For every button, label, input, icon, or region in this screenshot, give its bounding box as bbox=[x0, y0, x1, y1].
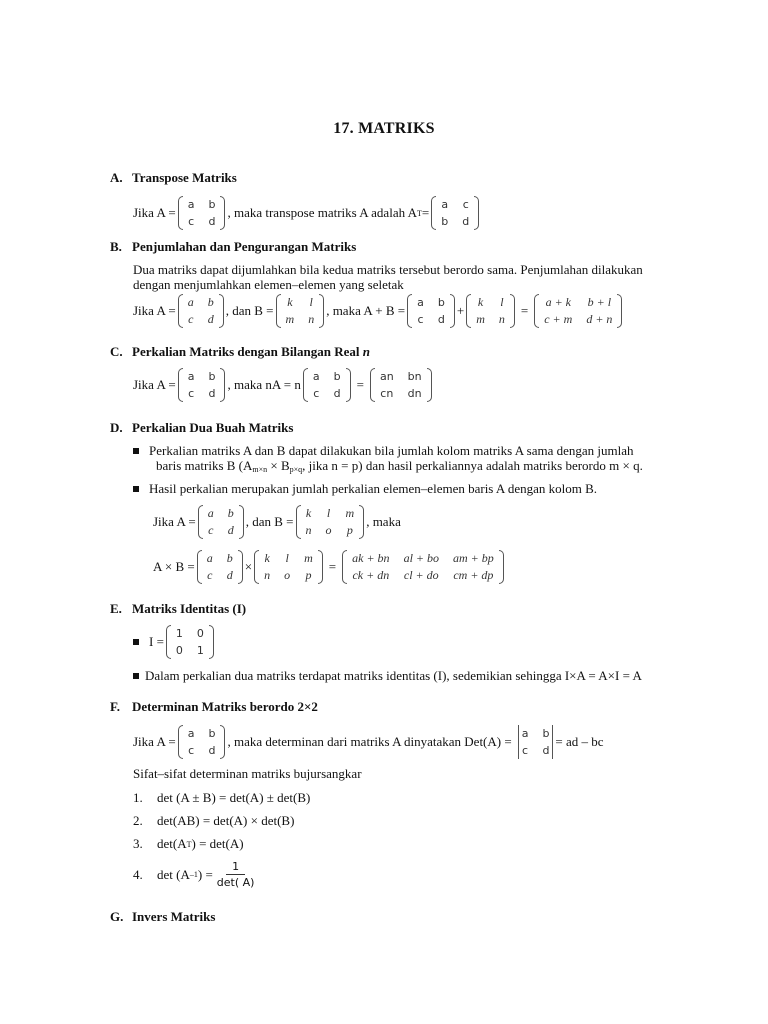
matrix-cell: 0 bbox=[175, 644, 183, 657]
section-d-bullet-2: Hasil perkalian merupakan jumlah perkalian elemen–elemen baris A dengan kolom B. bbox=[133, 481, 597, 497]
matrix-grid bbox=[539, 294, 617, 328]
matrix-cell: a bbox=[187, 370, 195, 383]
matrix-cell: n bbox=[264, 568, 271, 582]
bullet-icon bbox=[133, 486, 139, 492]
matrix-identity bbox=[166, 625, 214, 659]
matrix-cell: k bbox=[477, 295, 484, 309]
matrix-cell: cm + dp bbox=[453, 568, 494, 582]
matrix-cell: c bbox=[188, 387, 195, 400]
matrix-cell: m bbox=[476, 312, 485, 326]
matrix-grid bbox=[183, 294, 219, 328]
matrix-sum bbox=[534, 294, 622, 328]
matrix-cell: b bbox=[227, 506, 234, 520]
matrix-cell: p bbox=[346, 523, 353, 537]
matrix-cell: b bbox=[441, 215, 449, 228]
matrix-cell: a bbox=[187, 727, 195, 740]
matrix-cell: d bbox=[207, 312, 214, 326]
matrix-cell: cl + do bbox=[403, 568, 439, 582]
matrix-bracket bbox=[220, 725, 225, 759]
matrix-cell: ak + bn bbox=[352, 551, 390, 565]
matrix-a bbox=[178, 725, 226, 759]
section-g-heading: G. Invers Matriks bbox=[110, 909, 216, 924]
determinant-a bbox=[518, 725, 554, 759]
matrix-cell: k bbox=[305, 506, 312, 520]
matrix-cell: a bbox=[417, 296, 424, 309]
matrix-cell: m bbox=[345, 506, 355, 520]
section-d-product-line: A × B = a b c d × k l m n o p = ak + bn al + bo am + bp ck + dn cl + do cm + dp bbox=[153, 550, 506, 584]
matrix-cell: n bbox=[305, 523, 312, 537]
matrix-cell: b bbox=[208, 370, 216, 383]
property-item-1: 1. det (A ± B) = det(A) ± det(B) bbox=[133, 790, 311, 805]
matrix-grid bbox=[183, 725, 221, 759]
matrix-bracket bbox=[474, 196, 479, 230]
bullet-icon bbox=[133, 673, 139, 679]
matrix-cell: n bbox=[308, 312, 315, 326]
bullet-icon bbox=[133, 639, 139, 645]
matrix-cell: k bbox=[287, 295, 293, 309]
matrix-grid bbox=[308, 368, 346, 402]
matrix-grid bbox=[519, 725, 553, 759]
matrix-cell: a bbox=[441, 198, 449, 211]
matrix-cell: l bbox=[500, 295, 504, 309]
matrix-grid bbox=[412, 294, 450, 328]
matrix-a-copy bbox=[197, 550, 243, 584]
matrix-bracket bbox=[319, 294, 324, 328]
matrix-cell: b + l bbox=[587, 295, 612, 309]
matrix-bracket bbox=[510, 294, 515, 328]
matrix-cell: c bbox=[522, 744, 529, 757]
matrix-a-transpose bbox=[431, 196, 479, 230]
matrix-cell: c bbox=[188, 312, 194, 326]
section-d-heading: D. Perkalian Dua Buah Matriks bbox=[110, 420, 294, 435]
matrix-cell: c bbox=[188, 744, 195, 757]
matrix-grid bbox=[203, 505, 239, 539]
matrix-bracket bbox=[427, 368, 432, 402]
matrix-cell: b bbox=[208, 198, 216, 211]
matrix-cell: o bbox=[284, 568, 291, 582]
bullet-icon bbox=[133, 448, 139, 454]
matrix-grid bbox=[183, 196, 221, 230]
section-e-heading: E. Matriks Identitas (I) bbox=[110, 601, 247, 616]
matrix-cell: a bbox=[187, 295, 194, 309]
inline-text: C. bbox=[110, 344, 123, 359]
matrix-bracket bbox=[239, 505, 244, 539]
matrix-cell: c bbox=[417, 313, 424, 326]
matrix-bracket bbox=[617, 294, 622, 328]
section-b-heading: B. Penjumlahan dan Pengurangan Matriks bbox=[110, 239, 357, 254]
matrix-grid bbox=[301, 505, 360, 539]
matrix-cell: d bbox=[462, 215, 470, 228]
page-title: 17. MATRIKS bbox=[333, 120, 435, 137]
matrix-cell: d bbox=[208, 387, 216, 400]
matrix-b-copy bbox=[254, 550, 323, 584]
matrix-cell: b bbox=[542, 727, 550, 740]
matrix-bracket bbox=[238, 550, 243, 584]
inline-text: G. bbox=[110, 909, 124, 924]
matrix-cell: o bbox=[325, 523, 332, 537]
matrix-bracket bbox=[209, 625, 214, 659]
matrix-cell: c bbox=[313, 387, 320, 400]
section-d-definition-line: Jika A = a b c d , dan B = k l m n o p , maka bbox=[153, 506, 401, 537]
matrix-grid bbox=[183, 368, 221, 402]
section-d-bullet-1-line-2: baris matriks B ($A_{m\times n} \times B_{p\times q}$, jika n = p) dan hasil perkaliannya adalah matriks berordo m × q. bbox=[156, 458, 643, 474]
inline-text: D. bbox=[110, 420, 123, 435]
matrix-cell: p bbox=[305, 568, 312, 582]
matrix-cell: d bbox=[226, 568, 233, 582]
section-c-scalar-line: Jika A = a b c d , maka nA = n a b c d = an bn cn dn bbox=[133, 368, 434, 402]
inline-text: A. bbox=[110, 170, 123, 185]
matrix-grid bbox=[375, 368, 427, 402]
matrix-cell: k bbox=[264, 551, 270, 565]
property-item-3: 3. det(A T ) = det(A) bbox=[133, 836, 244, 851]
matrix-a-copy bbox=[303, 368, 351, 402]
section-c-heading: C. Perkalian Matriks dengan Bilangan Real n bbox=[110, 344, 371, 359]
matrix-cell: dn bbox=[407, 387, 422, 400]
matrix-cell: a bbox=[187, 198, 195, 211]
matrix-cell: b bbox=[207, 295, 214, 309]
matrix-grid bbox=[281, 294, 320, 328]
matrix-cell: c + m bbox=[544, 312, 573, 326]
matrix-cell: 0 bbox=[196, 627, 204, 640]
inline-text: B. bbox=[110, 239, 122, 254]
matrix-cell: d bbox=[227, 523, 234, 537]
matrix-cell: a bbox=[206, 551, 213, 565]
section-f-properties-intro: Sifat–sifat determinan matriks bujursangkar bbox=[133, 766, 362, 781]
matrix-cell: n bbox=[498, 312, 505, 326]
section-b-paragraph-line-2: dengan menjumlahkan elemen–elemen yang seletak bbox=[133, 277, 404, 292]
matrix-na bbox=[370, 368, 432, 402]
matrix-cell: c bbox=[188, 215, 195, 228]
section-a-heading: A. Transpose Matriks bbox=[110, 170, 237, 185]
matrix-cell: bn bbox=[407, 370, 422, 383]
matrix-cell: d bbox=[208, 744, 216, 757]
section-e-identity-line: I = 1 0 0 1 bbox=[133, 625, 216, 659]
matrix-cell: m bbox=[285, 312, 295, 326]
matrix-cell: d bbox=[208, 215, 216, 228]
matrix-bracket bbox=[359, 505, 364, 539]
matrix-cell: l bbox=[285, 551, 289, 565]
matrix-cell: m bbox=[304, 551, 313, 565]
matrix-cell: d bbox=[333, 387, 341, 400]
section-f-heading: F. Determinan Matriks berordo 2×2 bbox=[110, 699, 318, 714]
matrix-product bbox=[342, 550, 504, 584]
matrix-cell: c bbox=[207, 568, 213, 582]
matrix-cell: b bbox=[437, 296, 445, 309]
matrix-cell: b bbox=[333, 370, 341, 383]
matrix-a bbox=[198, 505, 244, 539]
inline-text: T bbox=[417, 208, 422, 218]
matrix-a bbox=[178, 294, 224, 328]
matrix-b-2x3 bbox=[296, 505, 365, 539]
matrix-cell: an bbox=[379, 370, 394, 383]
matrix-cell: 1 bbox=[175, 627, 183, 640]
property-item-2: 2. det(AB) = det(A) × det(B) bbox=[133, 813, 295, 828]
matrix-bracket bbox=[346, 368, 351, 402]
matrix-cell: al + bo bbox=[403, 551, 439, 565]
inline-text: m×n bbox=[252, 465, 268, 474]
matrix-cell: a bbox=[312, 370, 320, 383]
matrix-cell: am + bp bbox=[453, 551, 494, 565]
matrix-cell: 1 bbox=[196, 644, 204, 657]
property-item-4: 4. det (A –1 ) = $\frac{1}{\det( A)}$ bbox=[133, 860, 255, 889]
matrix-cell: b bbox=[226, 551, 233, 565]
fraction: $\frac{1}{\det( A)}$ bbox=[216, 860, 255, 889]
matrix-grid bbox=[171, 625, 209, 659]
inline-text: F. bbox=[110, 699, 120, 714]
matrix-cell: d bbox=[542, 744, 550, 757]
matrix-cell: c bbox=[208, 523, 214, 537]
inline-text: p×q bbox=[289, 465, 303, 474]
matrix-bracket bbox=[318, 550, 323, 584]
inline-text: T bbox=[186, 839, 192, 849]
matrix-cell: b bbox=[208, 727, 216, 740]
matrix-bracket bbox=[219, 294, 224, 328]
matrix-grid bbox=[259, 550, 318, 584]
inline-text: –1 bbox=[189, 870, 198, 879]
matrix-b-copy bbox=[466, 294, 515, 328]
matrix-bracket bbox=[220, 368, 225, 402]
matrix-cell: d bbox=[437, 313, 445, 326]
matrix-bracket bbox=[220, 196, 225, 230]
matrix-a bbox=[178, 196, 226, 230]
matrix-grid bbox=[436, 196, 474, 230]
matrix-cell: d + n bbox=[586, 312, 613, 326]
matrix-cell: cn bbox=[380, 387, 394, 400]
matrix-cell: a bbox=[207, 506, 214, 520]
matrix-a-copy bbox=[407, 294, 455, 328]
section-b-paragraph-line-1: Dua matriks dapat dijumlahkan bila kedua matriks tersebut berordo sama. Penjumlahan dilakukan bbox=[133, 262, 643, 277]
matrix-grid bbox=[202, 550, 238, 584]
matrix-b bbox=[276, 294, 325, 328]
section-e-bullet-2: Dalam perkalian dua matriks terdapat matriks identitas (I), sedemikian sehingga I×A = A×I = A bbox=[133, 668, 642, 684]
matrix-cell: c bbox=[462, 198, 469, 211]
matrix-cell: l bbox=[309, 295, 313, 309]
matrix-cell: ck + dn bbox=[352, 568, 390, 582]
matrix-a bbox=[178, 368, 226, 402]
section-a-transpose-line: Jika A = a b c d , maka transpose matriks A adalah A T = a c b d bbox=[133, 196, 481, 230]
matrix-bracket bbox=[450, 294, 455, 328]
matrix-bracket bbox=[552, 725, 553, 759]
matrix-cell: a bbox=[521, 727, 529, 740]
inline-text: E. bbox=[110, 601, 122, 616]
section-b-addition-line: Jika A = a b c d , dan B = k l m n , maka A + B = a b c d + k l m n = a + k b + l c + m d + n bbox=[133, 294, 624, 328]
matrix-cell: a + k bbox=[545, 295, 571, 309]
matrix-cell: l bbox=[326, 506, 331, 520]
section-f-determinant-line: Jika A = a b c d , maka determinan dari matriks A dinyatakan Det(A) = a b c d = ad – bc bbox=[133, 727, 604, 757]
matrix-bracket bbox=[499, 550, 504, 584]
matrix-grid bbox=[471, 294, 510, 328]
section-d-bullet-1-line-1: Perkalian matriks A dan B dapat dilakukan bila jumlah kolom matriks A sama dengan jumlah bbox=[133, 443, 634, 459]
matrix-grid bbox=[347, 550, 499, 584]
